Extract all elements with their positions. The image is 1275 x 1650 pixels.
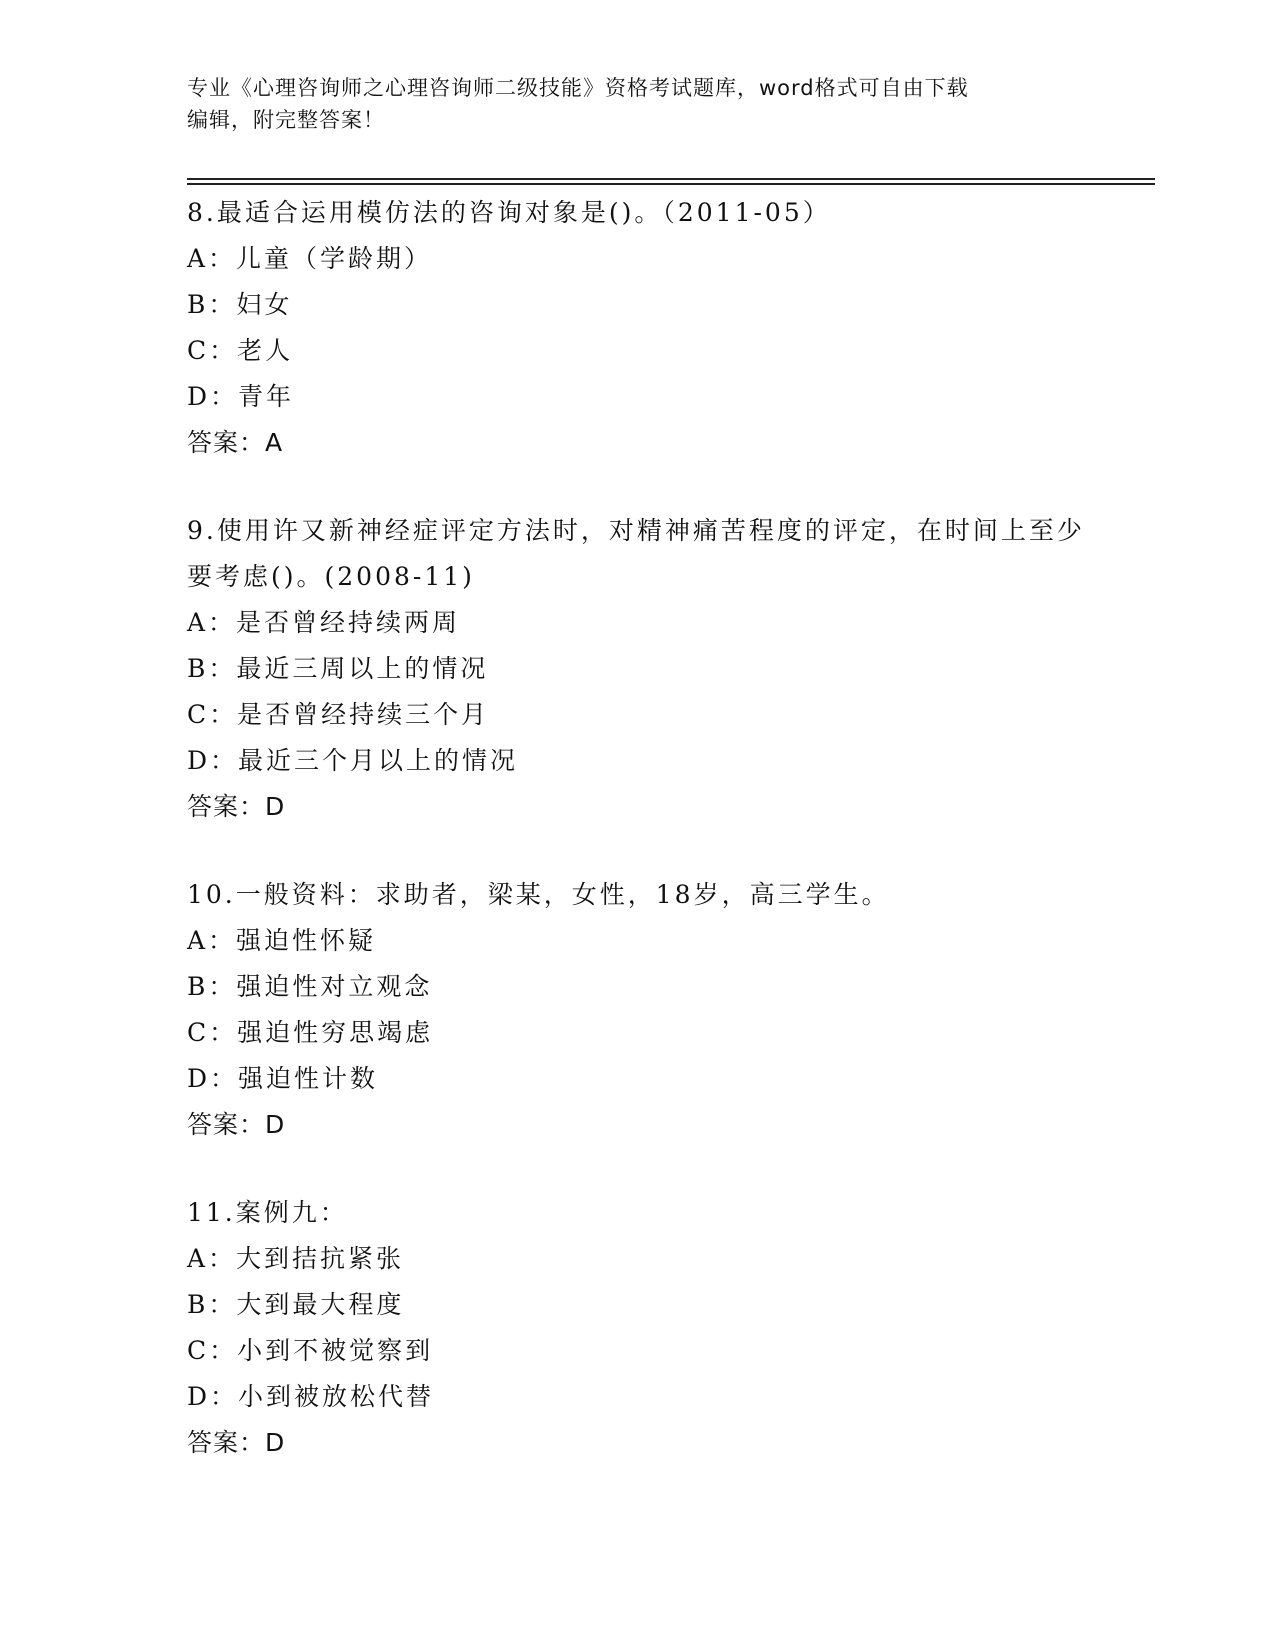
option-c: C：小到不被觉察到 <box>187 1336 434 1365</box>
option-a: A：大到拮抗紧张 <box>187 1244 405 1273</box>
question-block <box>187 1190 1087 1466</box>
option-a: A：儿童（学龄期） <box>187 244 433 273</box>
option-b: B：强迫性对立观念 <box>187 972 433 1001</box>
question-stem: 8.最适合运用模仿法的咨询对象是()。（2011-05） <box>187 198 831 227</box>
header-divider-bottom <box>187 183 1155 185</box>
option-b: B：妇女 <box>187 290 293 319</box>
answer-line: 答案：D <box>187 792 286 821</box>
question-block <box>187 508 1087 830</box>
option-a: A：强迫性怀疑 <box>187 926 377 955</box>
document-header <box>187 72 1087 136</box>
option-c: C：老人 <box>187 336 294 365</box>
question-stem: 11.案例九： <box>187 1198 348 1227</box>
option-c: C：强迫性穷思竭虑 <box>187 1018 434 1047</box>
option-b: B：大到最大程度 <box>187 1290 405 1319</box>
option-d: D：最近三个月以上的情况 <box>187 746 519 775</box>
header-line-1: 专业《心理咨询师之心理咨询师二级技能》资格考试题库，word格式可自由下载 <box>187 76 969 100</box>
answer-line: 答案：A <box>187 428 284 457</box>
header-line-2: 编辑，附完整答案！ <box>187 108 385 132</box>
question-stem: 9.使用许又新神经症评定方法时，对精神痛苦程度的评定，在时间上至少要考虑()。(2008-11) <box>187 516 1085 591</box>
header-divider-top <box>187 178 1155 180</box>
option-d: D：强迫性计数 <box>187 1064 379 1093</box>
answer-line: 答案：D <box>187 1428 286 1457</box>
option-d: D：青年 <box>187 382 295 411</box>
option-c: C：是否曾经持续三个月 <box>187 700 490 729</box>
answer-line: 答案：D <box>187 1110 286 1139</box>
option-d: D：小到被放松代替 <box>187 1382 435 1411</box>
option-b: B：最近三周以上的情况 <box>187 654 489 683</box>
question-block <box>187 190 1087 466</box>
question-list <box>187 190 1087 1508</box>
question-block <box>187 872 1087 1148</box>
question-stem: 10.一般资料：求助者，梁某，女性，18岁，高三学生。 <box>187 880 890 909</box>
option-a: A：是否曾经持续两周 <box>187 608 461 637</box>
